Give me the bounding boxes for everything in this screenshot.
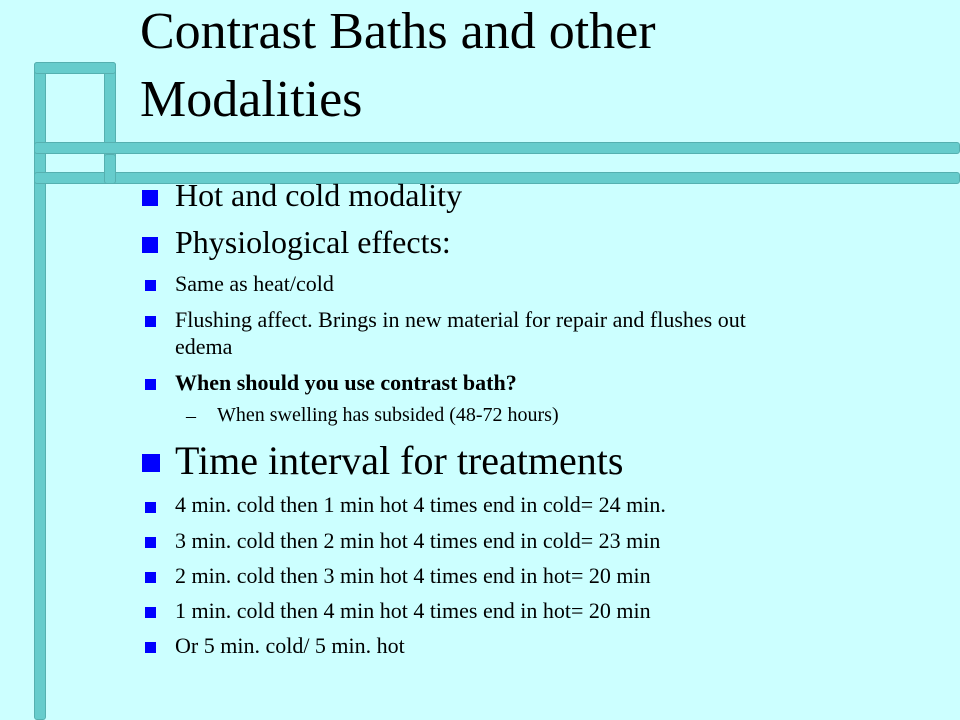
list-item: 1 min. cold then 4 min hot 4 times end in hot= 20 min	[175, 598, 651, 623]
list-item: Time interval for treatments	[175, 438, 624, 483]
list-item: 2 min. cold then 3 min hot 4 times end in hot= 20 min	[175, 563, 651, 588]
frame-horizontal-bar-middle	[34, 142, 960, 154]
square-bullet-icon	[145, 572, 156, 583]
list-item: Hot and cold modality	[175, 177, 463, 213]
square-bullet-icon	[145, 502, 156, 513]
list-item: Same as heat/cold	[175, 271, 334, 296]
list-item: When should you use contrast bath?	[175, 370, 517, 395]
frame-vertical-bar-short	[104, 154, 116, 184]
square-bullet-icon	[145, 379, 156, 390]
list-item: 4 min. cold then 1 min hot 4 times end in cold= 24 min.	[175, 492, 666, 517]
square-bullet-icon	[145, 642, 156, 653]
list-item: Physiological effects:	[175, 224, 451, 260]
slide-title-line-1: Contrast Baths and other	[140, 3, 656, 60]
list-item: When swelling has subsided (48-72 hours)	[217, 404, 559, 426]
square-bullet-icon	[145, 607, 156, 618]
square-bullet-icon	[145, 316, 156, 327]
frame-horizontal-bar-top	[34, 62, 116, 74]
slide-title-line-2: Modalities	[140, 71, 363, 128]
list-item: 3 min. cold then 2 min hot 4 times end in cold= 23 min	[175, 528, 661, 553]
dash-marker: –	[186, 405, 196, 427]
square-bullet-icon	[142, 190, 158, 206]
square-bullet-icon	[145, 537, 156, 548]
list-item: Flushing affect. Brings in new material for repair and flushes out	[175, 307, 746, 332]
list-item-continuation: edema	[175, 334, 233, 359]
frame-horizontal-bar-lower	[34, 172, 960, 184]
square-bullet-icon	[142, 454, 160, 472]
list-item: Or 5 min. cold/ 5 min. hot	[175, 633, 405, 658]
square-bullet-icon	[145, 280, 156, 291]
frame-vertical-bar-outer	[34, 62, 46, 720]
square-bullet-icon	[142, 237, 158, 253]
